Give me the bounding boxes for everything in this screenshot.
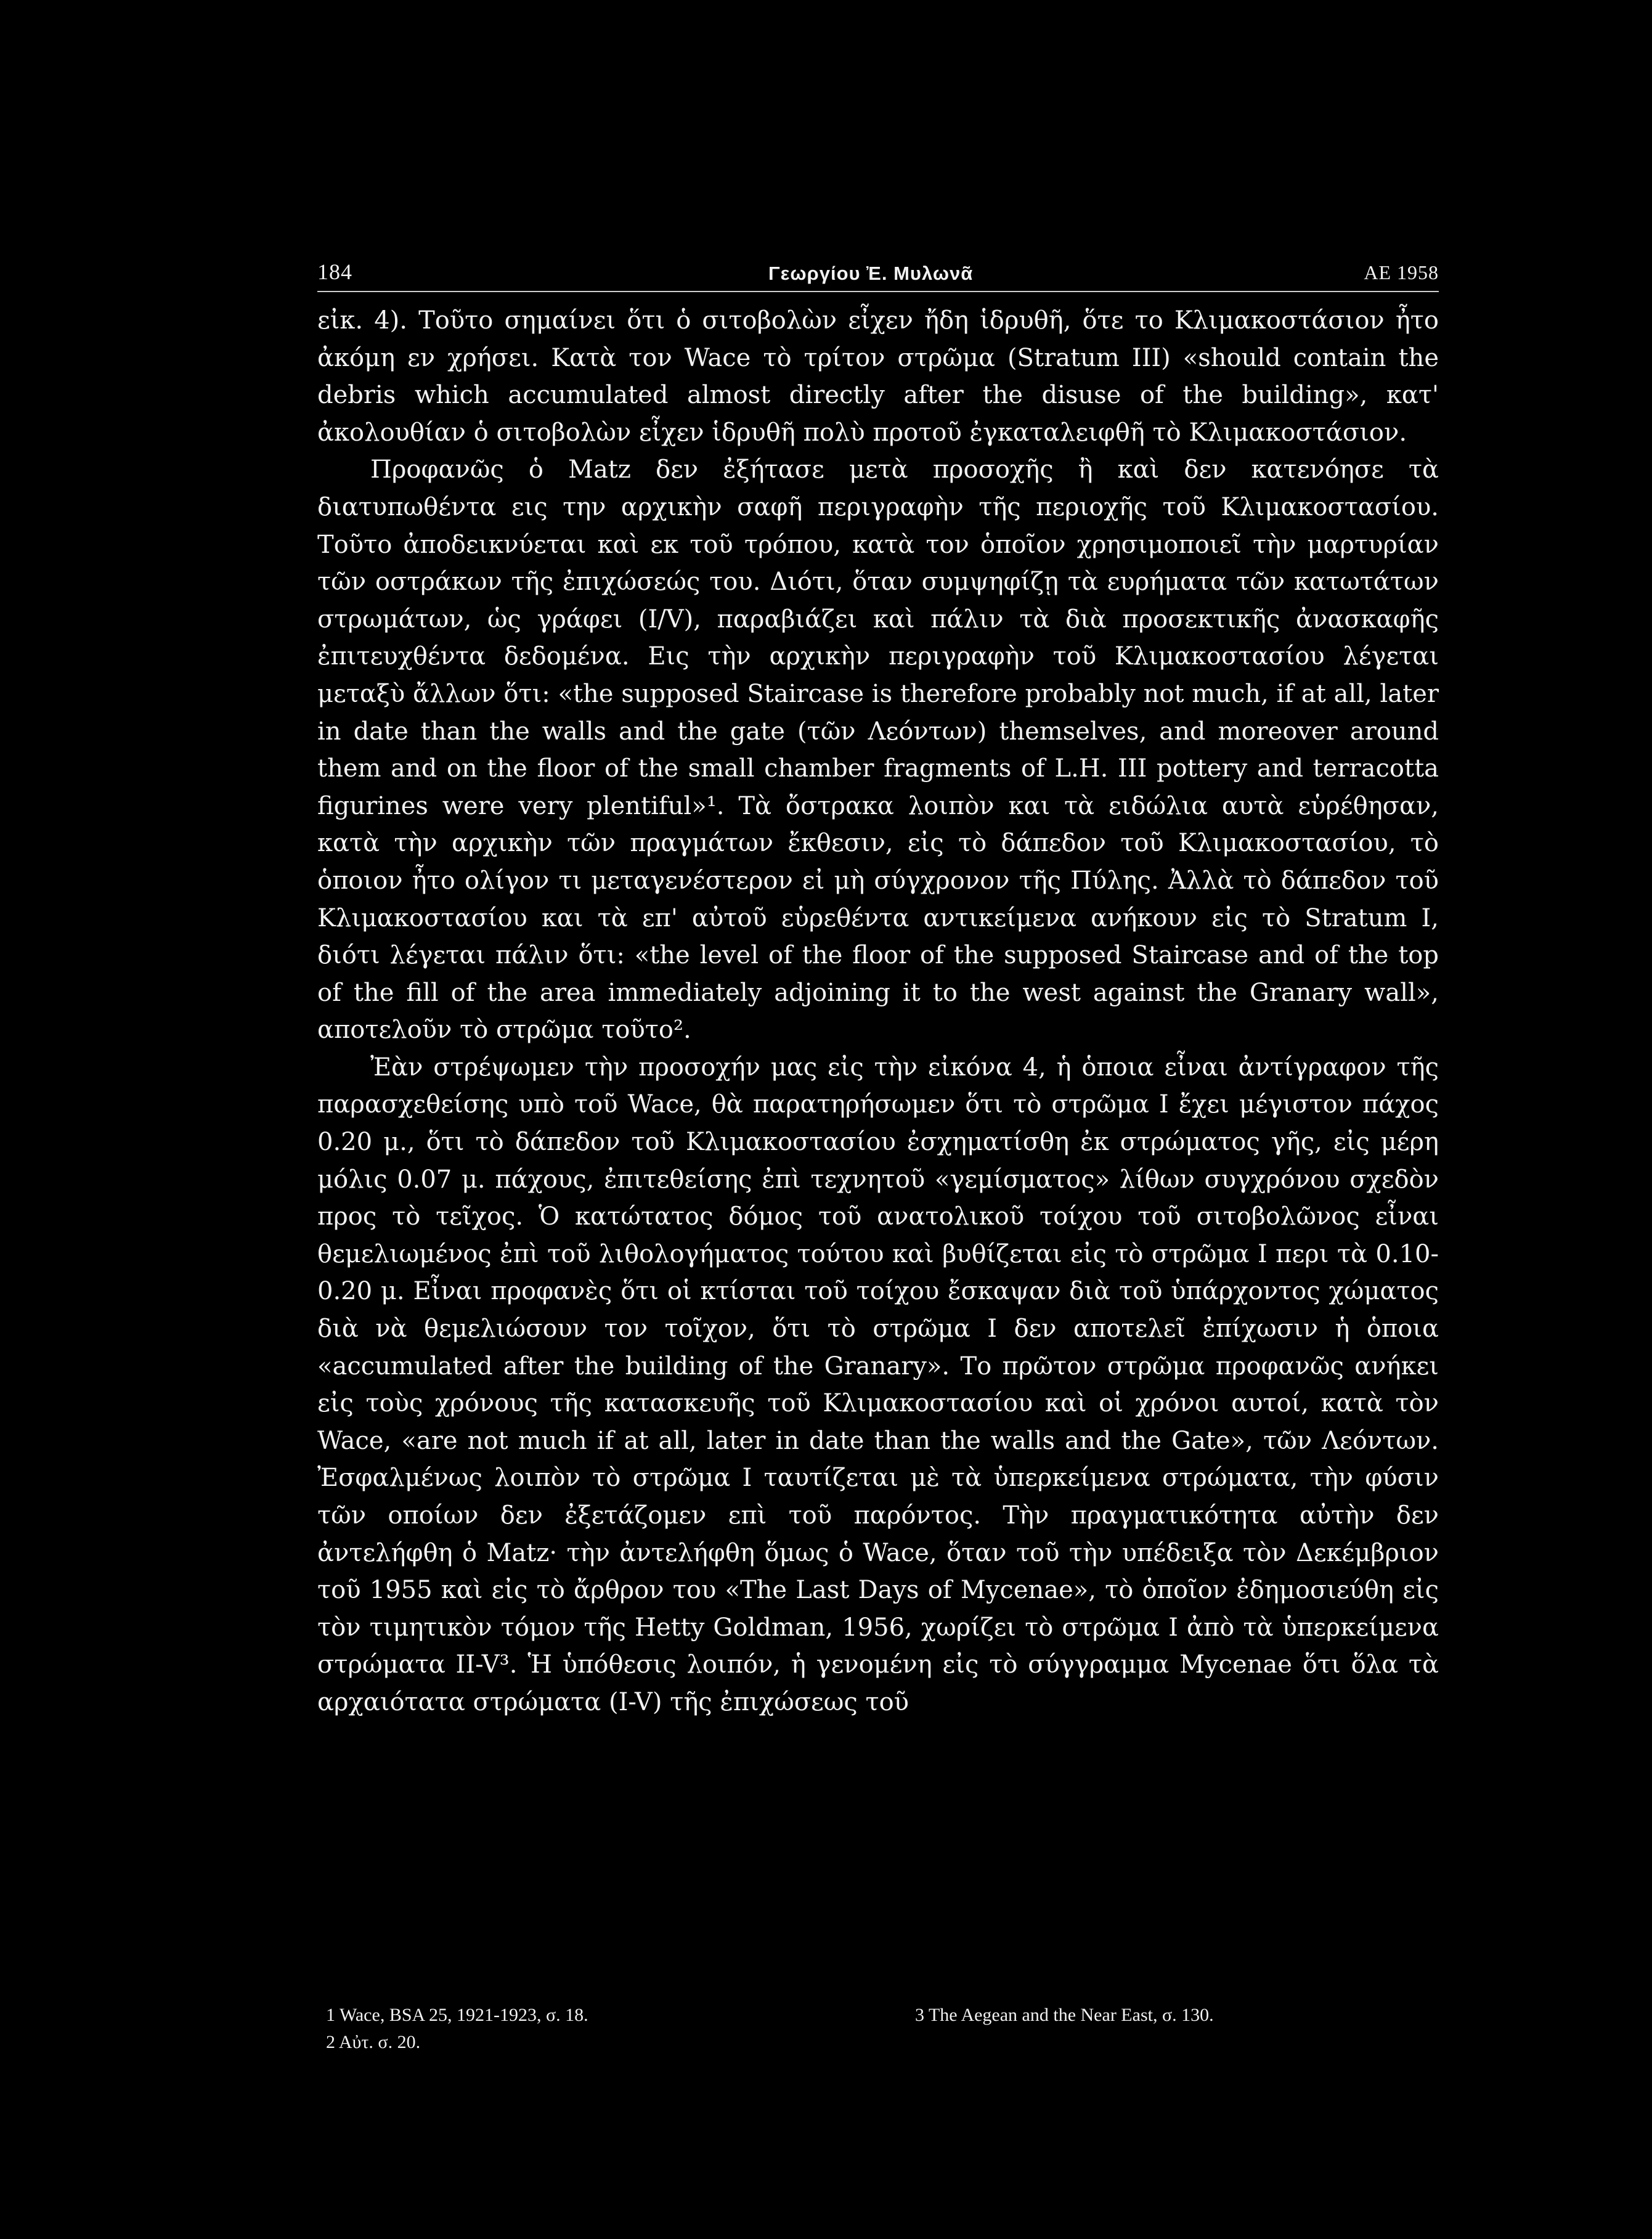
footnote-2: 2 Αὐτ. σ. 20. bbox=[326, 2032, 421, 2052]
footnote-3: 3 The Aegean and the Near East, σ. 130. bbox=[915, 2005, 1214, 2025]
text-block bbox=[317, 259, 1439, 1721]
footnote-1: 1 Wace, BSA 25, 1921-1923, σ. 18. bbox=[326, 2005, 588, 2025]
header-rule bbox=[317, 291, 1439, 292]
running-head-journal: ΑΕ 1958 bbox=[1364, 261, 1439, 283]
footnotes-left-column bbox=[326, 2002, 868, 2056]
body-text bbox=[317, 302, 1439, 1721]
paragraph-3: Ἐὰν στρέψωμεν τὴν προσοχήν μας εἰς τὴν εἰκόνα 4, ἡ ὁποια εἶναι ἀντίγραφον τῆς παρασχεθείσης υπὸ τοῦ Wace, θὰ παρατηρήσωμεν ὅτι τὸ στρῶμα I ἔχει μέγιστον πάχος 0.20 μ., ὅτι τὸ δάπεδον τοῦ Κλιμακοστασίου ἐσχηματίσθη ἐκ στρώματος γῆς, εἰς μέρη μόλις 0.07 μ. πάχους, ἐπιτεθείσης ἐπὶ τεχνητοῦ «γεμίσματος» λίθων συγχρόνου σχεδὸν προς τὸ τεῖχος. Ὁ κατώτατος δόμος τοῦ ανατολικοῦ τοίχου τοῦ σιτοβολῶνος εἶναι θεμελιωμένος ἐπὶ τοῦ λιθολογήματος τούτου καὶ βυθίζεται εἰς τὸ στρῶμα I περι τὰ 0.10-0.20 μ. Εἶναι προφανὲς ὅτι οἱ κτίσται τοῦ τοίχου ἔσκαψαν διὰ τοῦ ὑπάρχοντος χώματος διὰ νὰ θεμελιώσουν τον τοῖχον, ὅτι τὸ στρῶμα I δεν αποτελεῖ ἐπίχωσιν ἡ ὁποια «accumulated after the building of the Granary». Το πρῶτον στρῶμα προφανῶς ανήκει εἰς τοὺς χρόνους τῆς κατασκευῆς τοῦ Κλιμακοστασίου καὶ οἱ χρόνοι αυτοί, κατὰ τὸν Wace, «are not much if at all, later in date than the walls and the Gate», τῶν Λεόντων. Ἐσφαλμένως λοιπὸν τὸ στρῶμα I ταυτίζεται μὲ τὰ ὑπερκείμενα στρώματα, τὴν φύσιν τῶν οποίων δεν ἐξετάζομεν επὶ τοῦ παρόντος. Τὴν πραγματικότητα αὐτὴν δεν ἀντελήφθη ὁ Matz· τὴν ἀντελήφθη ὅμως ὁ Wace, ὅταν τοῦ τὴν υπέδειξα τὸν Δεκέμβριον τοῦ 1955 καὶ εἰς τὸ ἄρθρον του «The Last Days of Mycenae», τὸ ὁποῖον ἐδημοσιεύθη εἰς τὸν τιμητικὸν τόμον τῆς Hetty Goldman, 1956, χωρίζει τὸ στρῶμα I ἀπὸ τὰ ὑπερκείμενα στρώματα II-V³. Ἡ ὑπόθεσις λοιπόν, ἡ γενομένη εἰς τὸ σύγγραμμα Mycenae ὅτι ὅλα τὰ αρχαιότατα στρώματα (I-V) τῆς ἐπιχώσεως τοῦ bbox=[317, 1053, 1439, 1716]
paragraph-1: εἰκ. 4). Τοῦτο σημαίνει ὅτι ὁ σιτοβολὼν εἶχεν ἤδη ἱδρυθῆ, ὅτε το Κλιμακοστάσιον ἦτο ἀκόμη εν χρήσει. Κατὰ τον Wace τὸ τρίτον στρῶμα (Stratum III) «should contain the debris which accumulated almost directly after the disuse of the building», κατ' ἀκολουθίαν ὁ σιτοβολὼν εἶχεν ἱδρυθῆ πολὺ προτοῦ ἐγκαταλειφθῆ τὸ Κλιμακοστάσιον. bbox=[317, 306, 1439, 447]
page-number: 184 bbox=[317, 259, 352, 284]
running-head bbox=[317, 259, 1439, 296]
paragraph-2: Προφανῶς ὁ Matz δεν ἐξήτασε μετὰ προσοχῆς ἢ καὶ δεν κατενόησε τὰ διατυπωθέντα εις την αρχικὴν σαφῆ περιγραφὴν τῆς περιοχῆς τοῦ Κλιμακοστασίου. Τοῦτο ἀποδεικνύεται καὶ εκ τοῦ τρόπου, κατὰ τον ὁποῖον χρησιμοποιεῖ τὴν μαρτυρίαν τῶν οστράκων τῆς ἐπιχώσεώς του. Διότι, ὅταν συμψηφίζῃ τὰ ευρήματα τῶν κατωτάτων στρωμάτων, ὡς γράφει (I/V), παραβιάζει καὶ πάλιν τὰ διὰ προσεκτικῆς ἀνασκαφῆς ἐπιτευχθέντα δεδομένα. Εις τὴν αρχικὴν περιγραφὴν τοῦ Κλιμακοστασίου λέγεται μεταξὺ ἄλλων ὅτι: «the supposed Staircase is therefore probably not much, if at all, later in date than the walls and the gate (τῶν Λεόντων) themselves, and moreover around them and on the floor of the small chamber fragments of L.H. III pottery and terracotta figurines were very plentiful»¹. Τὰ ὄστρακα λοιπὸν και τὰ ειδώλια αυτὰ εὑρέθησαν, κατὰ τὴν αρχικὴν τῶν πραγμάτων ἔκθεσιν, εἰς τὸ δάπεδον τοῦ Κλιμακοστασίου, τὸ ὁποιον ἦτο ολίγον τι μεταγενέστερον εἰ μὴ σύγχρονον τῆς Πύλης. Ἀλλὰ τὸ δάπεδον τοῦ Κλιμακοστασίου και τὰ επ' αὐτοῦ εὑρεθέντα αντικείμενα ανήκουν εἰς τὸ Stratum I, διότι λέγεται πάλιν ὅτι: «the level of the floor of the supposed Staircase and of the top of the fill of the area immediately adjoining it to the west against the Granary wall», αποτελοῦν τὸ στρῶμα τοῦτο². bbox=[317, 455, 1439, 1045]
footnotes-right-column bbox=[915, 2002, 1457, 2029]
running-head-author: Γεωργίου Ἐ. Μυλωνᾶ bbox=[768, 263, 974, 284]
